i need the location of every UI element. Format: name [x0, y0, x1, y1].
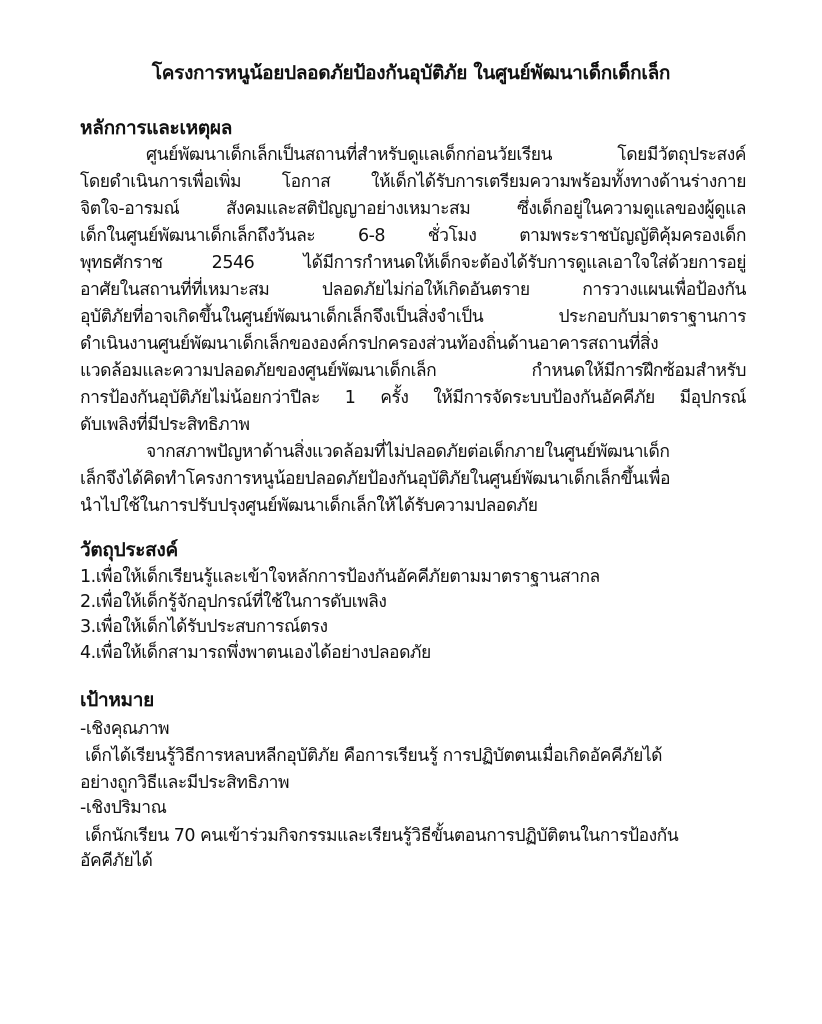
rationale-line: แวดล้อมและความปลอดภัยของศูนย์พัฒนาเด็กเล็ก กำหนดให้มีการฝึกซ้อมสำหรับ — [80, 361, 746, 381]
targets-heading: เป้าหมาย — [80, 689, 154, 711]
objective-item: 1.เพื่อให้เด็กเรียนรู้และเข้าใจหลักการป้องกันอัคคีภัยตามมาตราฐานสากล — [80, 567, 600, 587]
rationale-line: อุบัติภัยที่อาจเกิดขึ้นในศูนย์พัฒนาเด็กเล็กจึงเป็นสิ่งจำเป็น ประกอบกับมาตราฐานการ — [80, 307, 746, 327]
rationale-line: จิตใจ-อารมณ์ สังคมและสติปัญญาอย่างเหมาะสม ซึ่งเด็กอยู่ในความดูแลของผู้ดูแล — [80, 199, 746, 219]
rationale-line: เด็กในศูนย์พัฒนาเด็กเล็กถึงวันละ 6-8 ชั่วโมง ตามพระราชบัญญัติคุ้มครองเด็ก — [80, 226, 746, 246]
document-title: โครงการหนูน้อยปลอดภัยป้องกันอุบัติภัย ในศูนย์พัฒนาเด็กเด็กเล็ก — [151, 62, 671, 84]
rationale-line: โดยดำเนินการเพื่อเพิ่ม โอกาส ให้เด็กได้รับการเตรียมความพร้อมทั้งทางด้านร่างกาย — [80, 172, 746, 192]
rationale-line: ดับเพลิงที่มีประสิทธิภาพ — [80, 415, 250, 435]
objectives-heading: วัตถุประสงค์ — [80, 539, 178, 561]
rationale-line: การป้องกันอุบัติภัยไม่น้อยกว่าปีละ 1 ครั้ง ให้มีการจัดระบบป้องกันอัคคีภัย มีอุปกรณ์ — [80, 388, 746, 408]
rationale-line: พุทธศักราช 2546 ได้มีการกำหนดให้เด็กจะต้องได้รับการดูแลเอาใจใส่ด้วยการอยู่ — [80, 253, 746, 273]
objective-item: 3.เพื่อให้เด็กได้รับประสบการณ์ตรง — [80, 617, 328, 637]
qualitative-line: อย่างถูกวิธีและมีประสิทธิภาพ — [80, 773, 289, 793]
objective-item: 2.เพื่อให้เด็กรู้จักอุปกรณ์ที่ใช้ในการดับเพลิง — [80, 592, 387, 612]
rationale-line: ดำเนินงานศูนย์พัฒนาเด็กเล็กขององค์กรปกครองส่วนท้องถิ่นด้านอาคารสถานที่สิ่ง — [80, 334, 659, 354]
qualitative-label: -เชิงคุณภาพ — [80, 719, 170, 739]
rationale-line: เล็กจึงได้คิดทำโครงการหนูน้อยปลอดภัยป้องกันอุบัติภัยในศูนย์พัฒนาเด็กเล็กขึ้นเพื่อ — [80, 469, 670, 489]
quantitative-line: เด็กนักเรียน 70 คนเข้าร่วมกิจกรรมและเรียนรู้วิธีขั้นตอนการปฏิบัติตนในการป้องกัน — [80, 826, 679, 846]
qualitative-line: เด็กได้เรียนรู้วิธีการหลบหลีกอุบัติภัย คือการเรียนรู้ การปฏิบัตตนเมื่อเกิดอัคคีภัยได้ — [80, 746, 662, 766]
rationale-line: นำไปใช้ในการปรับปรุงศูนย์พัฒนาเด็กเล็กให้ได้รับความปลอดภัย — [80, 496, 538, 516]
rationale-line: อาศัยในสถานที่ที่เหมาะสม ปลอดภัยไม่ก่อให้เกิดอันตราย การวางแผนเพื่อป้องกัน — [80, 280, 746, 300]
quantitative-line: อัคคีภัยได้ — [80, 851, 153, 871]
objective-item: 4.เพื่อให้เด็กสามารถพึ่งพาตนเองได้อย่างปลอดภัย — [80, 643, 431, 663]
quantitative-label: -เชิงปริมาณ — [80, 798, 167, 818]
rationale-heading: หลักการและเหตุผล — [80, 117, 233, 139]
rationale-line: จากสภาพปัญหาด้านสิ่งแวดล้อมที่ไม่ปลอดภัยต่อเด็กภายในศูนย์พัฒนาเด็ก — [146, 442, 670, 462]
rationale-line: ศูนย์พัฒนาเด็กเล็กเป็นสถานที่สำหรับดูแลเด็กก่อนวัยเรียน โดยมีวัตถุประสงค์ — [146, 145, 746, 165]
